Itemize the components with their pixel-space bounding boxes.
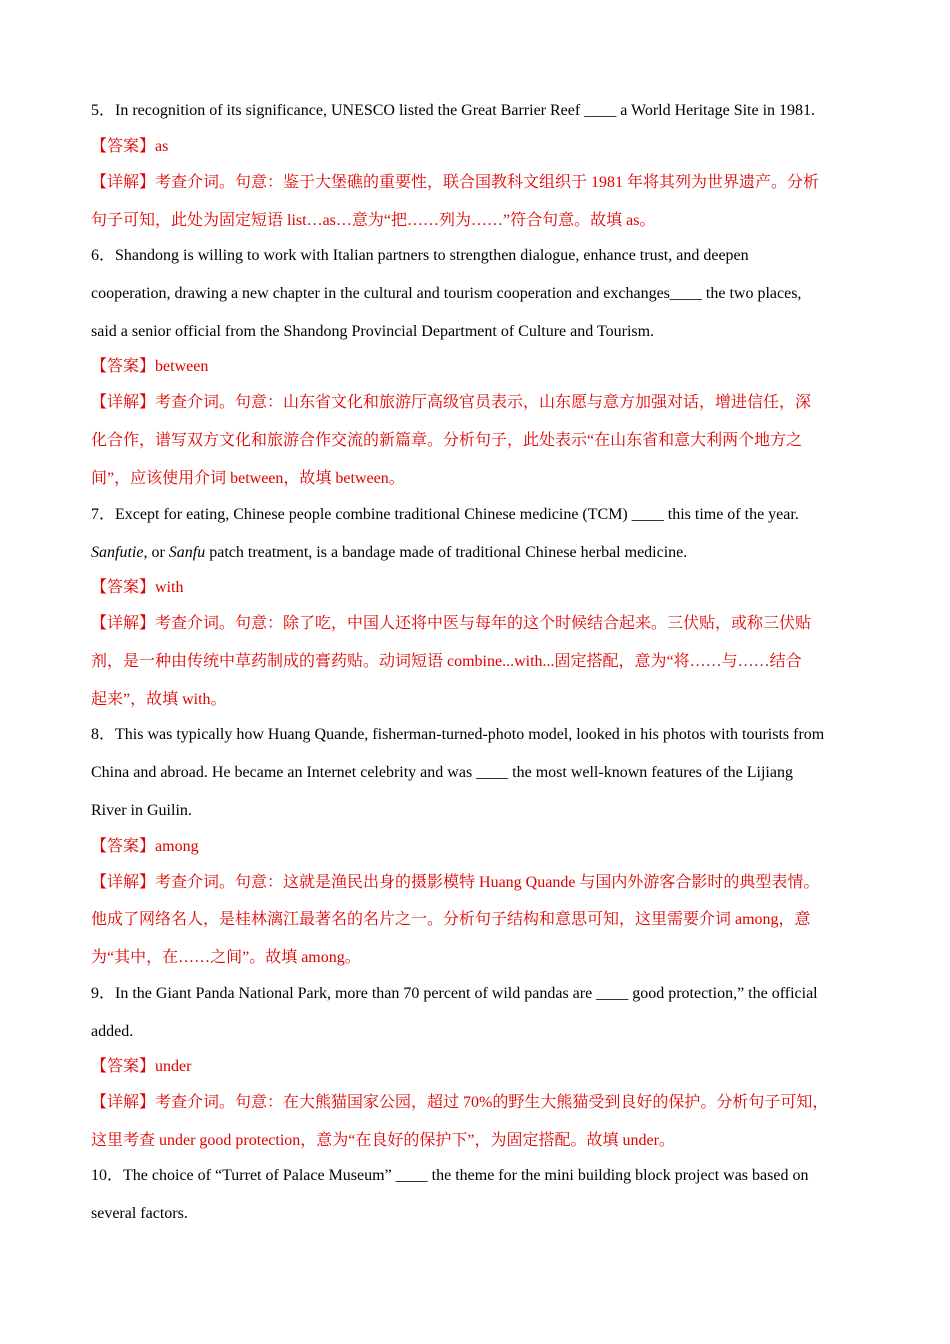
question-7-line-1: [91, 504, 910, 526]
answer-6: [91, 356, 910, 378]
question-text: This was typically how Huang Quande, fisherman-turned-photo model, looked in his photos with tourists from: [115, 726, 825, 743]
italic-term: Sanfutie: [91, 544, 144, 561]
detail-9-line-2: 这里考查 under good protection，意为“在良好的保护下”，为固定搭配。故填 under。: [91, 1132, 675, 1149]
question-text: In recognition of its significance, UNESCO listed the Great Barrier Reef ____ a World Heritage Site in 1981.: [115, 102, 816, 119]
detail-tag: 【详解】: [91, 874, 156, 891]
question-text: Shandong is willing to work with Italian partners to strengthen dialogue, enhance trust, and deepen: [115, 247, 749, 264]
detail-8-line-2: 他成了网络名人，是桂林漓江最著名的名片之一。分析句子结构和意思可知，这里需要介词 among，意: [91, 911, 811, 928]
detail-6-line-2: 化合作，谱写双方文化和旅游合作交流的新篇章。分析句子，此处表示“在山东省和意大利两个地方之: [91, 432, 803, 449]
question-10-line-2: several factors.: [91, 1205, 188, 1222]
answer-value: among: [155, 838, 199, 855]
detail-9-line-1: [91, 1092, 910, 1114]
answer-tag: 【答案】: [91, 838, 156, 855]
answer-value: with: [155, 579, 184, 596]
answer-value: between: [155, 358, 209, 375]
question-9-line-2: added.: [91, 1023, 134, 1040]
detail-8-line-3: 为“其中，在……之间”。故填 among。: [91, 949, 361, 966]
question-text: The choice of “Turret of Palace Museum” ____ the theme for the mini building block project was based on: [123, 1167, 809, 1184]
detail-tag: 【详解】: [91, 174, 156, 191]
answer-tag: 【答案】: [91, 1058, 156, 1075]
question-6-line-2: cooperation, drawing a new chapter in the cultural and tourism cooperation and exchanges____ the two places,: [91, 285, 802, 302]
detail-tag: 【详解】: [91, 394, 156, 411]
detail-tag: 【详解】: [91, 1094, 156, 1111]
detail-6-line-3: 间”，应该使用介词 between，故填 between。: [91, 470, 405, 487]
question-6-line-1: [91, 245, 910, 267]
detail-5-line-1: [91, 172, 910, 194]
question-number: 5．: [91, 102, 116, 119]
question-6-line-3: said a senior official from the Shandong Provincial Department of Culture and Tourism.: [91, 323, 655, 340]
answer-tag: 【答案】: [91, 138, 156, 155]
text-segment: , or: [143, 544, 169, 561]
text-segment: patch treatment, is a bandage made of traditional Chinese herbal medicine.: [205, 544, 688, 561]
detail-6-line-1: [91, 392, 910, 414]
question-5-line-1: [91, 100, 910, 122]
detail-text: 考查介词。句意：山东省文化和旅游厅高级官员表示，山东愿与意方加强对话，增进信任，深: [155, 394, 812, 411]
detail-text: 考查介词。句意：在大熊猫国家公园，超过 70%的野生大熊猫受到良好的保护。分析句子可知，: [155, 1094, 829, 1111]
detail-7-line-1: [91, 613, 910, 635]
question-8-line-1: [91, 724, 910, 746]
question-number: 10．: [91, 1167, 124, 1184]
question-10-line-1: [91, 1165, 910, 1187]
italic-term: Sanfu: [168, 544, 206, 561]
question-number: 7．: [91, 506, 116, 523]
answer-tag: 【答案】: [91, 579, 156, 596]
answer-tag: 【答案】: [91, 358, 156, 375]
question-text: Except for eating, Chinese people combine traditional Chinese medicine (TCM) ____ this time of the year.: [115, 506, 799, 523]
answer-8: [91, 836, 910, 858]
detail-text: 考查介词。句意：鉴于大堡礁的重要性，联合国教科文组织于 1981 年将其列为世界遗产。分析: [155, 174, 820, 191]
question-number: 9．: [91, 985, 116, 1002]
answer-7: [91, 577, 910, 599]
question-text: In the Giant Panda National Park, more than 70 percent of wild pandas are ____ good protection,” the official: [115, 985, 818, 1002]
detail-7-line-3: 起来”，故填 with。: [91, 691, 227, 708]
question-7-line-2: [91, 542, 910, 564]
question-8-line-3: River in Guilin.: [91, 802, 192, 819]
question-8-line-2: China and abroad. He became an Internet celebrity and was ____ the most well-known features of the Lijiang: [91, 764, 793, 781]
detail-7-line-2: 剂，是一种由传统中草药制成的膏药贴。动词短语 combine...with...固定搭配，意为“将……与……结合: [91, 653, 802, 670]
answer-5: [91, 136, 910, 158]
answer-value: as: [155, 138, 169, 155]
question-number: 6．: [91, 247, 116, 264]
detail-text: 考查介词。句意：这就是渔民出身的摄影模特 Huang Quande 与国内外游客合影时的典型表情。: [155, 874, 820, 891]
answer-9: [91, 1056, 910, 1078]
question-9-line-1: [91, 983, 910, 1005]
question-number: 8．: [91, 726, 116, 743]
answer-value: under: [155, 1058, 192, 1075]
detail-5-line-2: 句子可知，此处为固定短语 list…as…意为“把……列为……”符合句意。故填 as。: [91, 212, 656, 229]
detail-8-line-1: [91, 872, 910, 894]
detail-tag: 【详解】: [91, 615, 156, 632]
detail-text: 考查介词。句意：除了吃，中国人还将中医与每年的这个时候结合起来。三伏贴，或称三伏贴: [155, 615, 812, 632]
